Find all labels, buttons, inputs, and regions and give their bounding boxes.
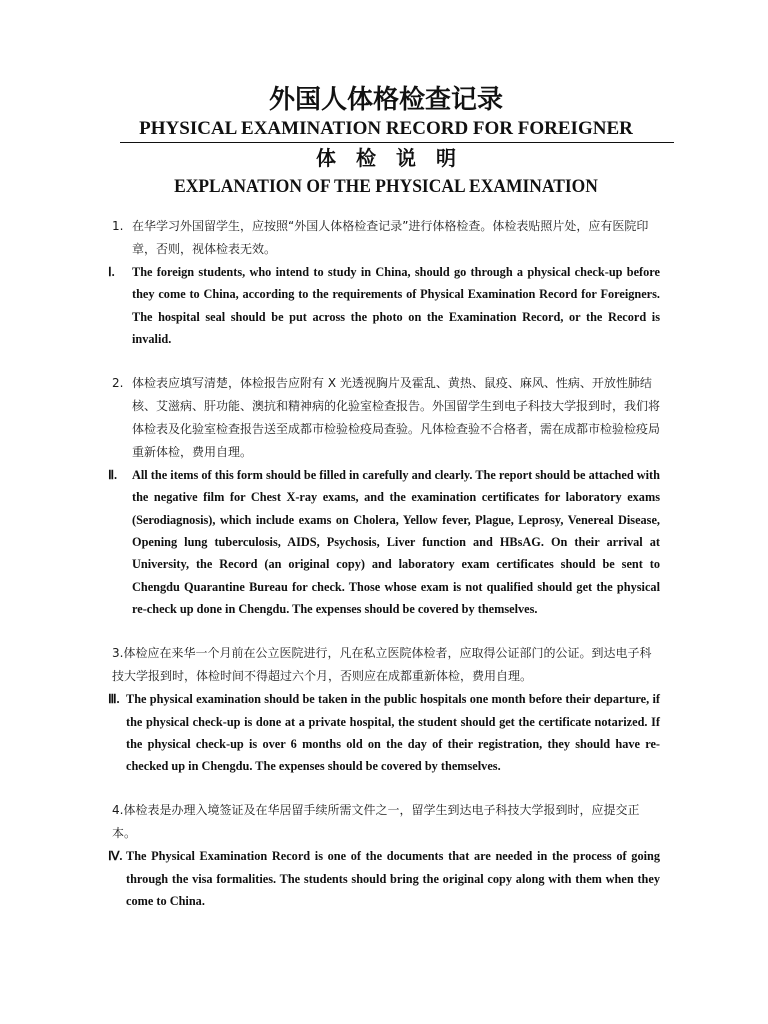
item-text: All the items of this form should be filled in carefully and clearly. The report should be attached with the negative film for Chest X-ray exams, and the examination certificates for laboratory exams (Serodiagnosis), which include exams on Cholera, Yellow fever, Plague, Leprosy, Venereal Disease, Opening lung tuberculosis, AIDS, Psychosis, Liver function and HBsAG. On their arrival at University, the Record (an original copy) and laboratory exam certificates should be sent to Chengdu Quarantine Bureau for check. Those whose exam is not qualified should get the physical re-check up done in Chengdu. The expenses should be covered by themselves. xyxy=(132,468,660,616)
item-roman-number: Ⅲ. xyxy=(108,692,120,707)
document-title-english: PHYSICAL EXAMINATION RECORD FOR FOREIGNER xyxy=(139,118,633,139)
explanation-item-2 xyxy=(108,372,661,620)
title-divider xyxy=(120,142,674,143)
item-number: 4. xyxy=(112,803,124,818)
explanation-item-3 xyxy=(108,642,660,777)
explanation-item-4 xyxy=(108,799,660,912)
item-roman-number: Ⅰ. xyxy=(108,265,115,279)
item-text: The physical examination should be taken in the public hospitals one month before their departure, if the physical check-up is done at a private hospital, the student should get the certificate notarized. If the physical check-up is over 6 months old on the day of their registration, they should have re-checked up in Chengdu. The expenses should be covered by themselves. xyxy=(126,692,660,774)
item-text: 体检表应填写清楚，体检报告应附有 X 光透视胸片及霍乱、黄热、鼠疫、麻风、性病、开放性肺结核、艾滋病、肝功能、澳抗和精神病的化验室检查报告。外国留学生到电子科技大学报到时，我们将体检表及化验室检查报告送至成都市检验检疫局查验。凡体检查验不合格者，需在成都市检验检疫局重新体检，费用自理。 xyxy=(132,376,661,460)
item-english-text xyxy=(108,261,660,350)
item-text: The Physical Examination Record is one of the documents that are needed in the process of going through the visa formalities. The students should bring the original copy along with them when they come to China. xyxy=(126,849,660,909)
item-english-text xyxy=(108,688,660,777)
item-chinese-text xyxy=(112,215,660,261)
subtitle-chinese: 体检说明 xyxy=(316,146,476,170)
item-number: 2. xyxy=(112,376,124,391)
item-text: 体检表是办理入境签证及在华居留手续所需文件之一，留学生到达电子科技大学报到时，应提交正本。 xyxy=(112,803,640,841)
item-roman-number: Ⅳ. xyxy=(108,849,123,864)
explanation-item-1 xyxy=(108,215,660,350)
item-chinese-text xyxy=(112,372,660,464)
item-english-text xyxy=(108,464,660,620)
item-chinese-text xyxy=(112,799,660,845)
item-roman-number: Ⅱ. xyxy=(108,468,118,483)
item-number: 1. xyxy=(112,219,124,233)
item-chinese-text xyxy=(112,642,660,688)
item-text: 在华学习外国留学生，应按照“外国人体格检查记录”进行体格检查。体检表贴照片处，应有医院印章，否则，视体检表无效。 xyxy=(132,219,649,256)
item-text: 体检应在来华一个月前在公立医院进行，凡在私立医院体检者，应取得公证部门的公证。到达电子科技大学报到时，体检时间不得超过六个月，否则应在成都重新体检，费用自理。 xyxy=(112,646,652,684)
item-text: The foreign students, who intend to study in China, should go through a physical check-up before they come to China, according to the requirements of Physical Examination Record for Foreigners. The hospital seal should be put across the photo on the Examination Record, or the Record is invalid. xyxy=(132,265,660,346)
item-english-text xyxy=(108,845,660,912)
document-title-chinese: 外国人体格检查记录 xyxy=(268,85,503,115)
subtitle-english: EXPLANATION OF THE PHYSICAL EXAMINATION xyxy=(174,176,598,197)
item-number: 3. xyxy=(112,646,124,661)
